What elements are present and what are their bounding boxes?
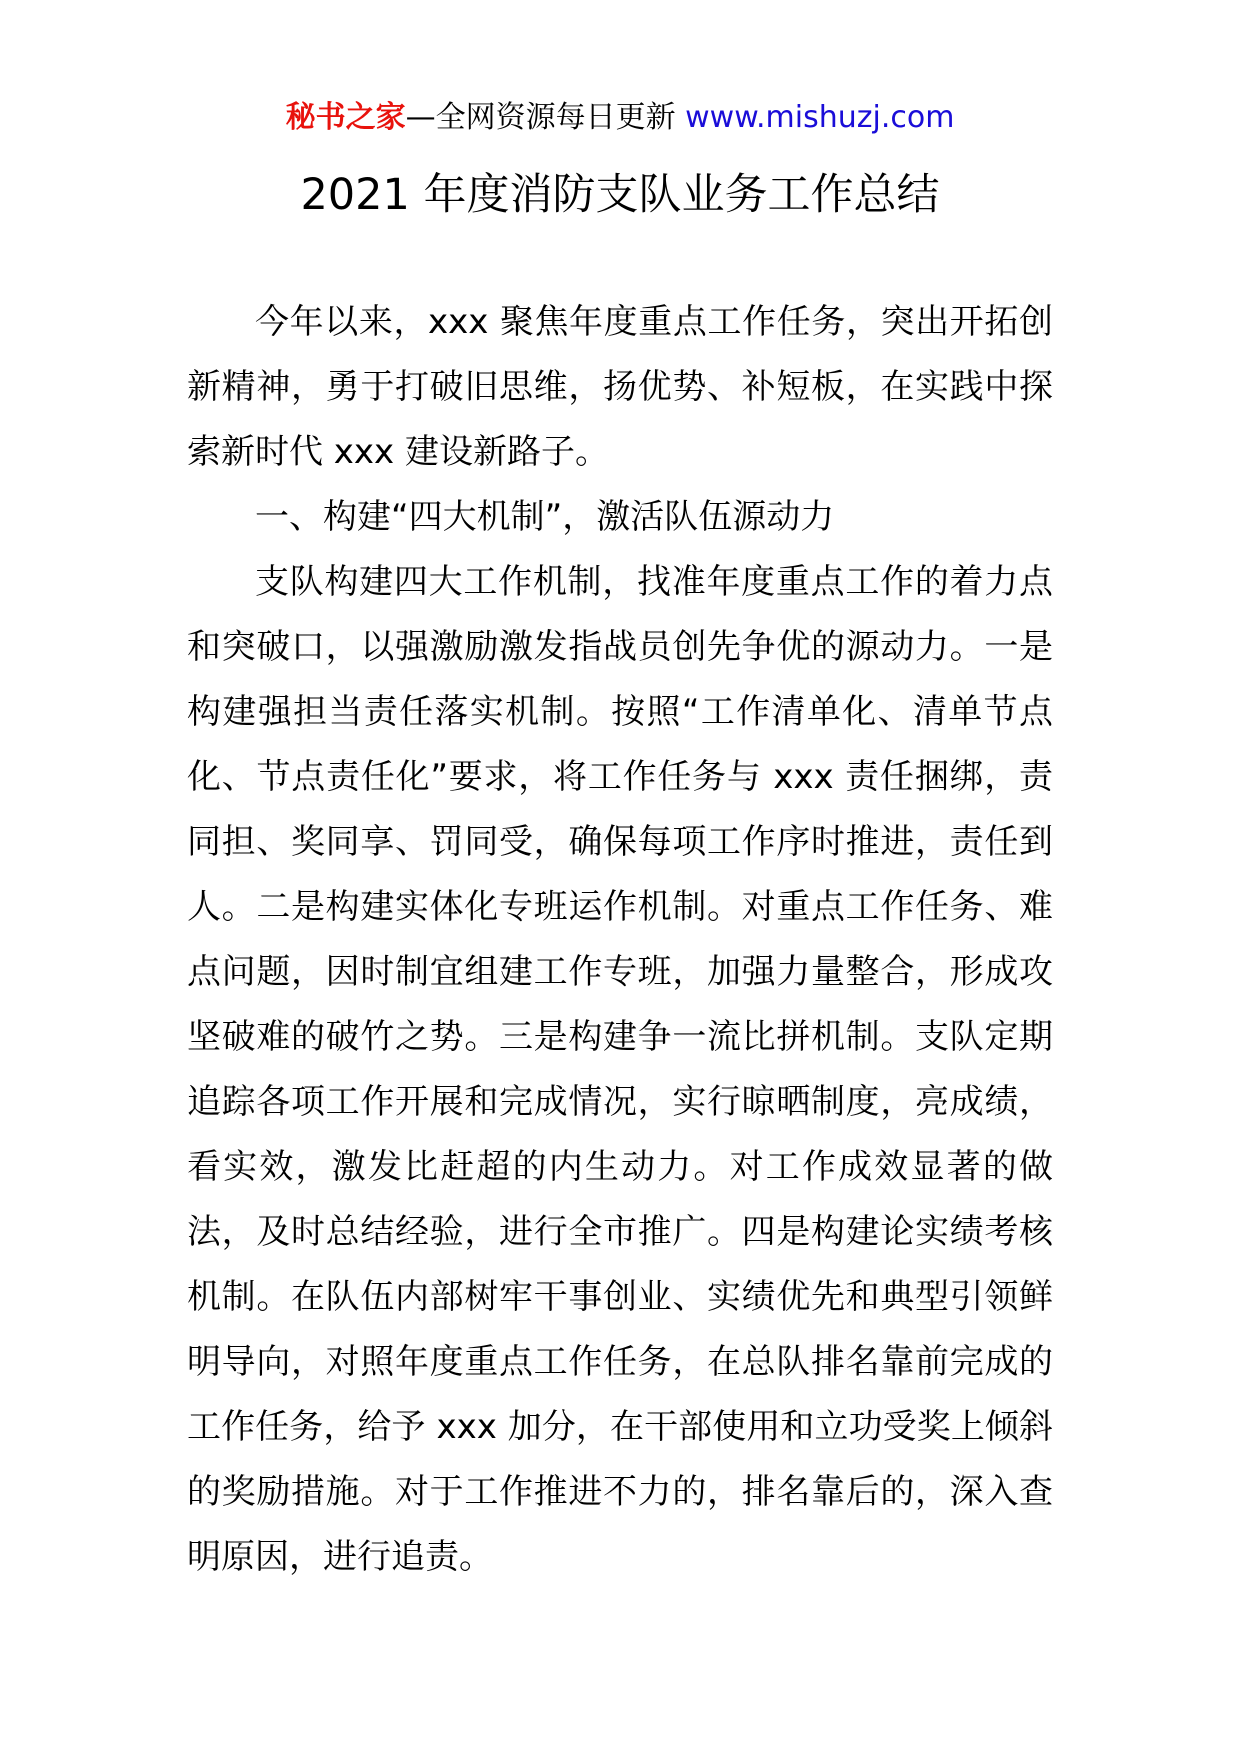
paragraph-intro: 今年以来，xxx 聚焦年度重点工作任务，突出开拓创新精神，勇于打破旧思维，扬优势、补短板，在实践中探索新时代 xxx 建设新路子。 xyxy=(187,302,1053,472)
document-title: 2021 年度消防支队业务工作总结 xyxy=(300,170,940,220)
paragraph-section-1: 支队构建四大工作机制，找准年度重点工作的着力点和突破口，以强激励激发指战员创先争优的源动力。一是构建强担当责任落实机制。按照“工作清单化、清单节点化、节点责任化”要求，将工作任务与 xxx 责任捆绑，责同担、奖同享、罚同受，确保每项工作序时推进，责任到人。二是构建实体化专班运作机制。对重点工作任务、难点问题，因时制宜组建工作专班，加强力量整合，形成攻坚破难的破竹之势。三是构建争一流比拼机制。支队定期追踪各项工作开展和完成情况，实行晾晒制度，亮成绩，看实效，激发比赶超的内生动力。对工作成效显著的做法，及时总结经验，进行全市推广。四是构建论实绩考核机制。在队伍内部树牢干事创业、实绩优先和典型引领鲜明导向，对照年度重点工作任务，在总队排名靠前完成的工作任务，给予 xxx 加分，在干部使用和立功受奖上倾斜的奖励措施。对于工作推进不力的，排名靠后的，深入查明原因，进行追责。 xyxy=(187,562,1053,1577)
site-brand: 秘书之家 xyxy=(285,100,406,135)
document-body xyxy=(187,290,1053,1590)
site-url-link[interactable]: www.mishuzj.com xyxy=(685,100,955,135)
site-header xyxy=(0,98,1240,138)
section-heading-1: 一、构建“四大机制”，激活队伍源动力 xyxy=(255,497,835,537)
site-tagline: —全网资源每日更新 xyxy=(405,100,686,135)
